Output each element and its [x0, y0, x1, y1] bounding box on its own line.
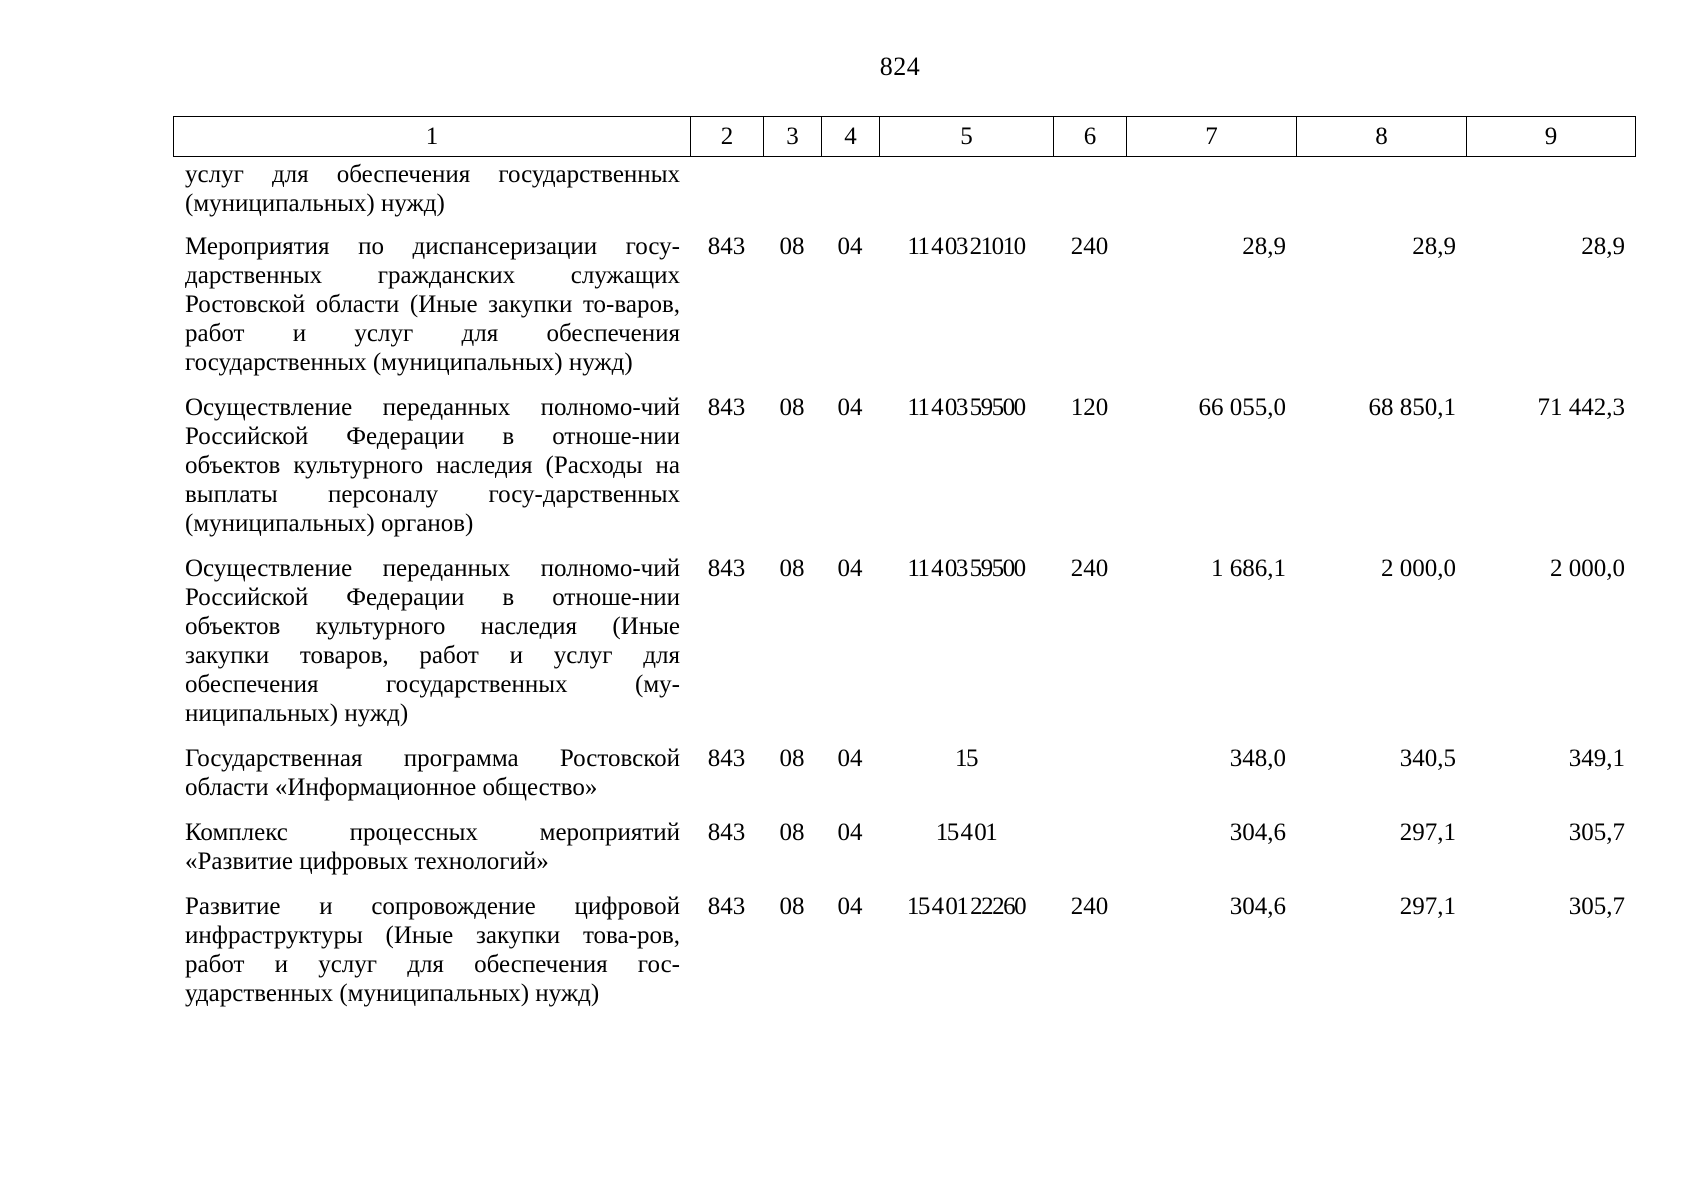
amount-year-1: 304,6: [1229, 819, 1286, 846]
subsection-code: 04: [837, 233, 863, 260]
page-number: 824: [879, 52, 921, 81]
amount-year-3: 28,9: [1581, 233, 1625, 260]
table-row: [173, 818, 1635, 892]
target-article-code: 11 4 03 59500: [907, 555, 1025, 582]
amount-year-2: 297,1: [1399, 819, 1456, 846]
subsection-code: 04: [837, 819, 863, 846]
section-code: 08: [779, 394, 805, 421]
section-code: 08: [779, 233, 805, 260]
target-article-code: 15 4 01 22260: [906, 893, 1026, 920]
header-cell-6: 6: [1054, 117, 1127, 157]
header-cell-2: 2: [691, 117, 764, 157]
continuation-text: услуг для обеспечения государственных (муниципальных) нужд): [185, 161, 680, 217]
ministry-code: 843: [707, 893, 746, 920]
target-article-code: 15 4 01: [935, 819, 997, 846]
table-row: [173, 393, 1635, 554]
budget-table-body: [173, 160, 1635, 1024]
expense-type-code: 240: [1070, 555, 1109, 582]
expense-type-code: 240: [1070, 233, 1109, 260]
header-cell-4: 4: [822, 117, 880, 157]
expense-type-code: 120: [1070, 394, 1109, 421]
row-description: Осуществление переданных полномо-чий Российской Федерации в отноше-нии объектов культурного наследия (Иные закупки товаров, работ и услуг для обеспечения государственных (му-ниципальных) нужд): [185, 555, 680, 727]
expense-type-code: 240: [1070, 893, 1109, 920]
amount-year-1: 66 055,0: [1198, 394, 1286, 421]
table-row: [173, 232, 1635, 393]
expense-type-code: [1053, 818, 1126, 892]
section-code: 08: [779, 819, 805, 846]
amount-year-1: 348,0: [1229, 745, 1286, 772]
header-cell-3: 3: [764, 117, 822, 157]
ministry-code: 843: [707, 555, 746, 582]
subsection-code: 04: [837, 555, 863, 582]
continuation-row: [173, 160, 1635, 232]
amount-year-3: 71 442,3: [1537, 394, 1625, 421]
amount-year-1: 28,9: [1242, 233, 1286, 260]
amount-year-1: 304,6: [1229, 893, 1286, 920]
section-code: 08: [779, 555, 805, 582]
header-cell-5: 5: [880, 117, 1054, 157]
expense-type-code: [1053, 744, 1126, 818]
table-row: [173, 892, 1635, 1024]
header-cell-7: 7: [1127, 117, 1297, 157]
subsection-code: 04: [837, 745, 863, 772]
amount-year-2: 68 850,1: [1368, 394, 1456, 421]
amount-year-3: 349,1: [1568, 745, 1625, 772]
target-article-code: 11 4 03 21010: [907, 233, 1025, 260]
header-row: [174, 117, 1636, 157]
amount-year-3: 305,7: [1568, 893, 1625, 920]
amount-year-2: 297,1: [1399, 893, 1456, 920]
row-description: Мероприятия по диспансеризации госу-дарственных гражданских служащих Ростовской области (Иные закупки то-варов, работ и услуг для обеспечения государственных (муниципальных) нужд): [185, 233, 680, 376]
ministry-code: 843: [707, 394, 746, 421]
section-code: 08: [779, 745, 805, 772]
row-description: Осуществление переданных полномо-чий Российской Федерации в отноше-нии объектов культурного наследия (Расходы на выплаты персоналу госу-дарственных (муниципальных) органов): [185, 394, 680, 537]
table-row: [173, 554, 1635, 744]
target-article-code: 15: [955, 745, 977, 772]
amount-year-2: 340,5: [1399, 745, 1456, 772]
column-header-table: [173, 116, 1636, 157]
amount-year-3: 305,7: [1568, 819, 1625, 846]
subsection-code: 04: [837, 893, 863, 920]
amount-year-2: 28,9: [1412, 233, 1456, 260]
header-cell-8: 8: [1297, 117, 1467, 157]
subsection-code: 04: [837, 394, 863, 421]
row-description: Комплекс процессных мероприятий «Развитие цифровых технологий»: [185, 819, 680, 875]
ministry-code: 843: [707, 745, 746, 772]
row-description: Государственная программа Ростовской области «Информационное общество»: [185, 745, 680, 801]
section-code: 08: [779, 893, 805, 920]
header-cell-9: 9: [1467, 117, 1636, 157]
ministry-code: 843: [707, 233, 746, 260]
table-row: [173, 744, 1635, 818]
amount-year-1: 1 686,1: [1211, 555, 1286, 582]
amount-year-3: 2 000,0: [1550, 555, 1625, 582]
ministry-code: 843: [707, 819, 746, 846]
target-article-code: 11 4 03 59500: [907, 394, 1025, 421]
row-description: Развитие и сопровождение цифровой инфраструктуры (Иные закупки това-ров, работ и услуг для обеспечения гос-ударственных (муниципальных) нужд): [185, 893, 680, 1007]
amount-year-2: 2 000,0: [1381, 555, 1456, 582]
header-cell-1: 1: [174, 117, 691, 157]
